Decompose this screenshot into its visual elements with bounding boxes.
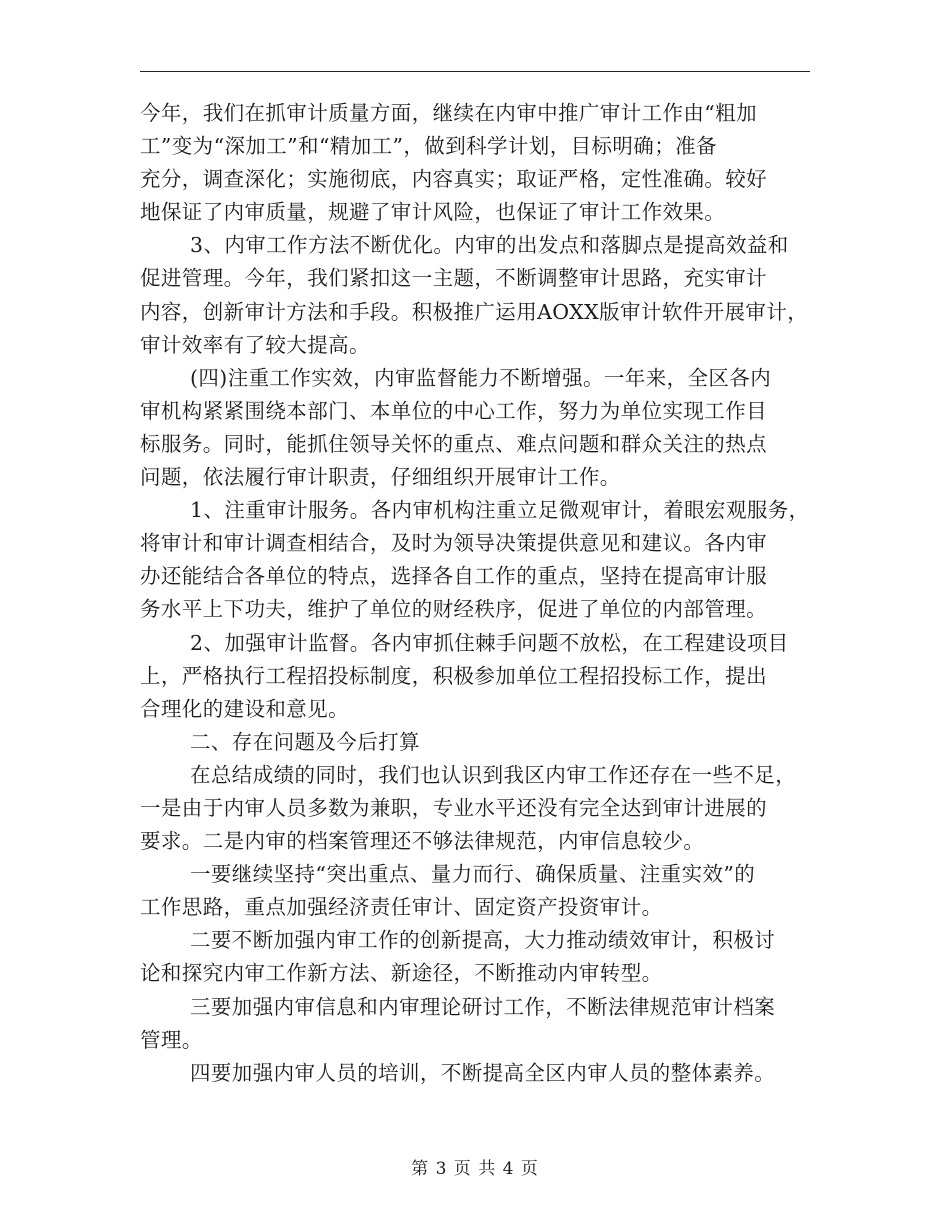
text-line: 合理化的建设和意见。 — [140, 696, 349, 721]
text-line: (四)注重工作实效，内审监督能力不断增强。一年来，全区各内 — [190, 365, 772, 390]
text-line: 办还能结合各单位的特点，选择各自工作的重点，坚持在提高审计服 — [140, 564, 767, 589]
text-line: 一是由于内审人员多数为兼职，专业水平还没有完全达到审计进展的 — [140, 795, 767, 820]
text-line: 2、加强审计监督。各内审抓住棘手问题不放松，在工程建设项目 — [190, 630, 789, 655]
text-line: 三要加强内审信息和内审理论研讨工作，不断法律规范审计档案 — [190, 994, 776, 1019]
text-line: 3、内审工作方法不断优化。内审的出发点和落脚点是提高效益和 — [190, 233, 789, 258]
text-line: 将审计和审计调查相结合，及时为领导决策提供意见和建议。各内审 — [140, 531, 767, 556]
page-footer: 第 3 页 共 4 页 — [411, 1159, 539, 1179]
text-line: 地保证了内审质量，规避了审计风险，也保证了审计工作效果。 — [140, 200, 726, 225]
text-line: 论和探究内审工作新方法、新途径，不断推动内审转型。 — [140, 961, 663, 986]
text-line: 工”变为“深加工”和“精加工”，做到科学计划，目标明确；准备 — [140, 134, 717, 159]
text-line: 二要不断加强内审工作的创新提高，大力推动绩效审计，积极讨 — [190, 928, 776, 953]
text-line: 充分，调查深化；实施彻底，内容真实；取证严格，定性准确。较好 — [140, 167, 767, 192]
text-line: 审计效率有了较大提高。 — [140, 332, 370, 357]
header-rule — [140, 71, 810, 72]
text-line: 四要加强内审人员的培训，不断提高全区内审人员的整体素养。 — [190, 1060, 776, 1085]
text-line: 二、存在问题及今后打算 — [190, 729, 420, 754]
text-line: 标服务。同时，能抓住领导关怀的重点、难点问题和群众关注的热点 — [140, 431, 767, 456]
text-line: 上，严格执行工程招投标制度，积极参加单位工程招投标工作，提出 — [140, 663, 767, 688]
text-line: 务水平上下功夫，维护了单位的财经秩序，促进了单位的内部管理。 — [140, 597, 767, 622]
text-line: 管理。 — [140, 1027, 203, 1052]
text-line: 工作思路，重点加强经济责任审计、固定资产投资审计。 — [140, 895, 663, 920]
text-line: 今年，我们在抓审计质量方面，继续在内审中推广审计工作由“粗加 — [140, 101, 757, 125]
text-line: 一要继续坚持“突出重点、量力而行、确保质量、注重实效”的 — [190, 862, 756, 887]
text-line: 审机构紧紧围绕本部门、本单位的中心工作，努力为单位实现工作目 — [140, 398, 767, 423]
text-line: 促进管理。今年，我们紧扣这一主题，不断调整审计思路，充实审计 — [140, 266, 767, 291]
text-line: 在总结成绩的同时，我们也认识到我区内审工作还存在一些不足， — [190, 762, 797, 787]
text-line: 问题，依法履行审计职责，仔细组织开展审计工作。 — [140, 465, 621, 490]
text-line: 要求。二是内审的档案管理还不够法律规范，内审信息较少。 — [140, 829, 705, 854]
document-body — [140, 97, 820, 1090]
text-line: 内容，创新审计方法和手段。积极推广运用AOXX版审计软件开展审计， — [140, 299, 809, 324]
text-line: 1、注重审计服务。各内审机构注重立足微观审计，着眼宏观服务， — [190, 498, 810, 523]
